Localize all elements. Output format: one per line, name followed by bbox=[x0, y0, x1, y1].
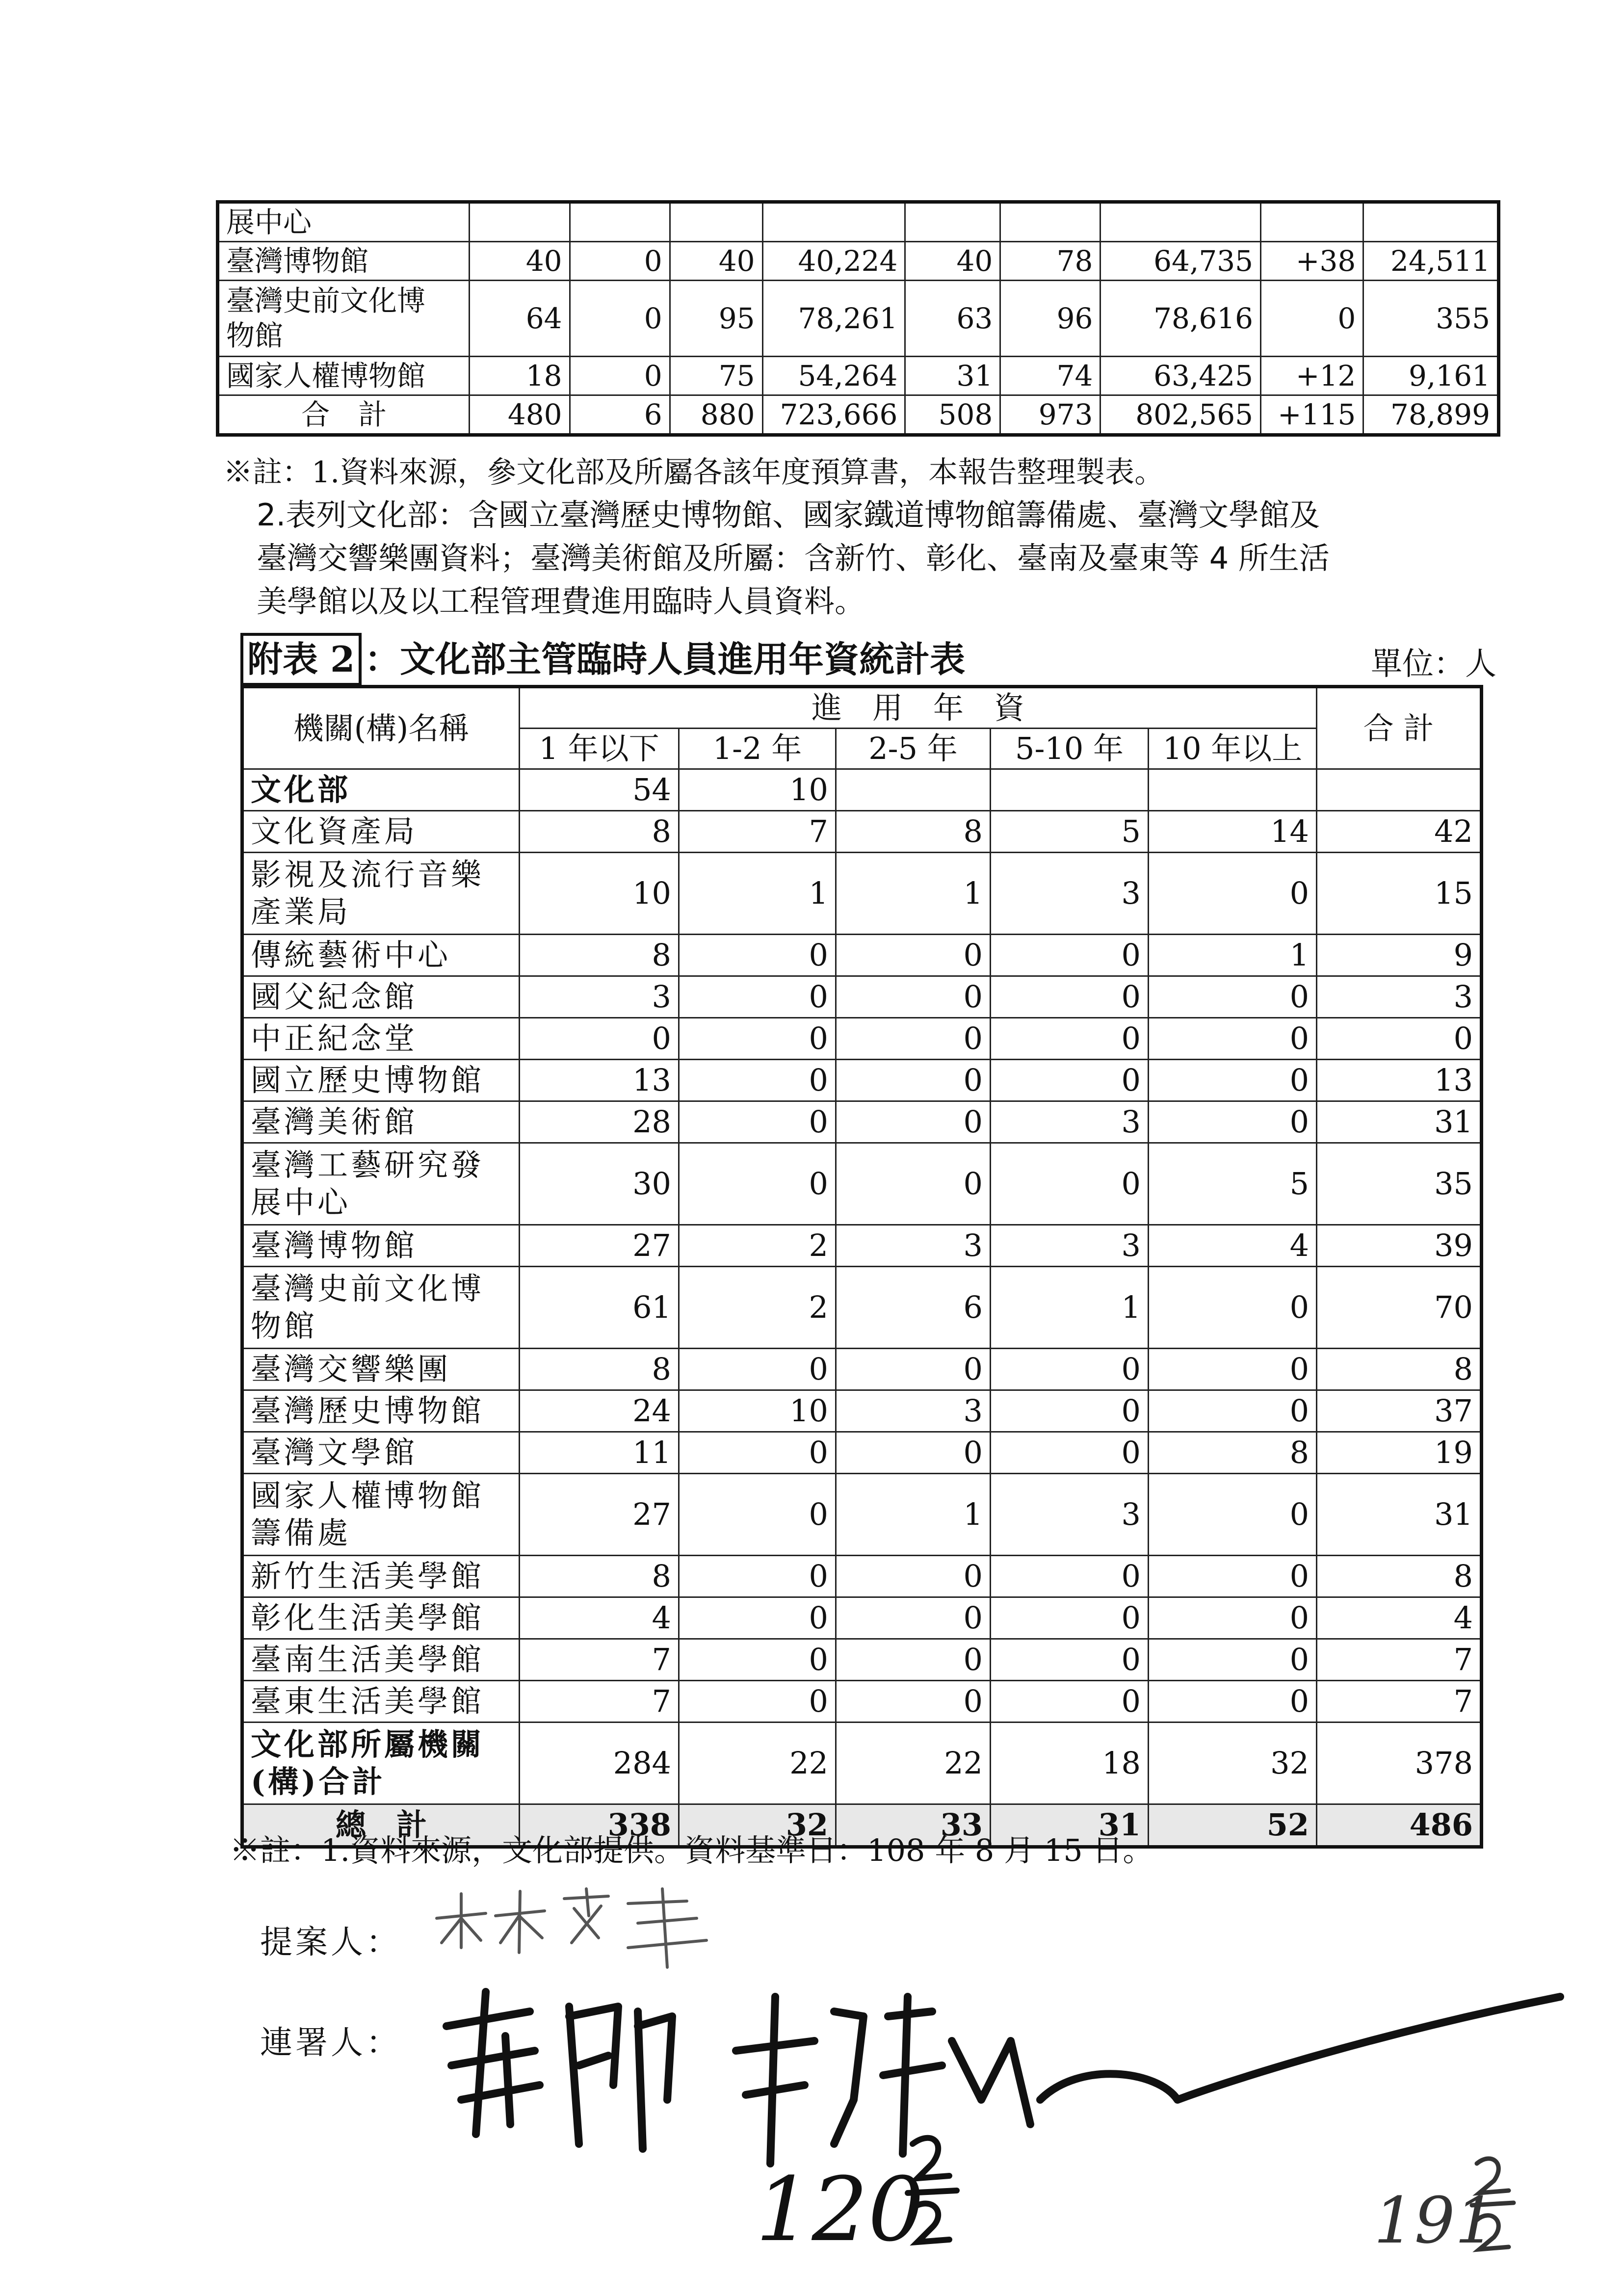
cell-value: 0 bbox=[679, 1060, 836, 1101]
cell-value: 0 bbox=[836, 1597, 991, 1639]
header-col: 10 年以上 bbox=[1149, 729, 1317, 769]
cell-value: +12 bbox=[1261, 357, 1363, 395]
row-name: 臺東生活美學館 bbox=[242, 1681, 520, 1722]
row-name: 臺灣歷史博物館 bbox=[242, 1390, 520, 1432]
row-name: 臺灣美術館 bbox=[242, 1101, 520, 1143]
grand-total-value: 33 bbox=[836, 1804, 991, 1847]
row-name: 臺南生活美學館 bbox=[242, 1639, 520, 1681]
cell-value: 7 bbox=[679, 811, 836, 853]
cell-value: 40,224 bbox=[762, 242, 905, 281]
cell-value: 0 bbox=[1149, 1018, 1317, 1060]
cell-value: 4 bbox=[1317, 1597, 1482, 1639]
cell-value: 64,735 bbox=[1100, 242, 1261, 281]
row-name: 臺灣博物館 bbox=[242, 1225, 520, 1267]
cell-value: 0 bbox=[1261, 281, 1363, 357]
cell-value: 0 bbox=[570, 357, 670, 395]
cell-value: 0 bbox=[1149, 1267, 1317, 1349]
cell-value: 0 bbox=[1149, 1639, 1317, 1681]
row-name: 文化部所屬機關 (構)合計 bbox=[242, 1722, 520, 1804]
cell-value: 0 bbox=[679, 1556, 836, 1597]
row-name: 國立歷史博物館 bbox=[242, 1060, 520, 1101]
table-row bbox=[242, 811, 1482, 853]
cell-value: 0 bbox=[1149, 1349, 1317, 1390]
row-name: 國家人權博物館 籌備處 bbox=[242, 1474, 520, 1556]
cell-value: 22 bbox=[679, 1722, 836, 1804]
table-row bbox=[242, 1597, 1482, 1639]
cell-value bbox=[570, 202, 670, 242]
table-row bbox=[242, 976, 1482, 1018]
grand-total-value: 486 bbox=[1317, 1804, 1482, 1847]
cell-value: 37 bbox=[1317, 1390, 1482, 1432]
table-row bbox=[242, 1722, 1482, 1804]
row-name: 國父紀念館 bbox=[242, 976, 520, 1018]
cell-value: 40 bbox=[905, 242, 1000, 281]
table-row bbox=[242, 769, 1482, 811]
cell-value: 2 bbox=[679, 1267, 836, 1349]
cell-value: 70 bbox=[1317, 1267, 1482, 1349]
cell-value: 95 bbox=[670, 281, 762, 357]
cell-value: 3 bbox=[1317, 976, 1482, 1018]
cell-value: 0 bbox=[1149, 1597, 1317, 1639]
cell-value: 10 bbox=[679, 1390, 836, 1432]
cell-value: 3 bbox=[991, 1474, 1149, 1556]
cell-value: 0 bbox=[679, 935, 836, 976]
note-source: ※註：1.資料來源，參文化部及所屬各該年度預算書，本報告整理製表。 bbox=[223, 455, 1164, 490]
header-col: 1 年以下 bbox=[520, 729, 679, 769]
cell-value: 8 bbox=[1317, 1349, 1482, 1390]
cell-value: 13 bbox=[1317, 1060, 1482, 1101]
row-name: 文化部 bbox=[242, 769, 520, 811]
cell-value: 24 bbox=[520, 1390, 679, 1432]
cell-value: 5 bbox=[991, 811, 1149, 853]
cell-value: 4 bbox=[1149, 1225, 1317, 1267]
cell-value: 96 bbox=[1000, 281, 1100, 357]
table-row bbox=[242, 853, 1482, 935]
cell-value bbox=[905, 202, 1000, 242]
header-col: 1-2 年 bbox=[679, 729, 836, 769]
cell-value: 0 bbox=[570, 242, 670, 281]
cell-value: 40 bbox=[470, 242, 570, 281]
cell-value: 355 bbox=[1363, 281, 1499, 357]
cell-value bbox=[762, 202, 905, 242]
cell-value: 0 bbox=[679, 1432, 836, 1474]
total-row bbox=[218, 395, 1499, 435]
cell-value: 0 bbox=[570, 281, 670, 357]
row-name: 臺灣史前文化博 物館 bbox=[218, 281, 470, 357]
grand-total-value: 31 bbox=[991, 1804, 1149, 1847]
cell-value bbox=[1149, 769, 1317, 811]
cell-value: 5 bbox=[1149, 1143, 1317, 1225]
cell-value: 64 bbox=[470, 281, 570, 357]
cell-value: 1 bbox=[836, 1474, 991, 1556]
cell-value bbox=[991, 769, 1149, 811]
table-row bbox=[242, 1349, 1482, 1390]
cell-value: 3 bbox=[991, 1101, 1149, 1143]
table-row bbox=[218, 202, 1499, 242]
cell-value: 8 bbox=[520, 1349, 679, 1390]
table2-note: ※註：1.資料來源，文化部提供。資料基準日：108 年 8 月 15 日。 bbox=[230, 1832, 1153, 1868]
row-name: 新竹生活美學館 bbox=[242, 1556, 520, 1597]
row-name: 展中心 bbox=[218, 202, 470, 242]
row-name: 文化資產局 bbox=[242, 811, 520, 853]
note-scope: 2.表列文化部：含國立臺灣歷史博物館、國家鐵道博物館籌備處、臺灣文學館及 臺灣交響樂團資料；臺灣美術館及所屬：含新竹、彰化、臺南及臺東等 4 所生活 美學館以及以工程管理費進用臨時人員資料。 bbox=[257, 497, 1330, 619]
cell-value: 28 bbox=[520, 1101, 679, 1143]
table-row bbox=[242, 1474, 1482, 1556]
cell-value: 30 bbox=[520, 1143, 679, 1225]
header-col: 5-10 年 bbox=[991, 729, 1149, 769]
table-row bbox=[218, 242, 1499, 281]
cell-value: 0 bbox=[1149, 976, 1317, 1018]
cell-value: 0 bbox=[836, 1018, 991, 1060]
cell-value: 18 bbox=[470, 357, 570, 395]
grand-total-value: 52 bbox=[1149, 1804, 1317, 1847]
page-fraction bbox=[1467, 2149, 1516, 2257]
cell-value: 63,425 bbox=[1100, 357, 1261, 395]
cell-value: 0 bbox=[991, 1681, 1149, 1722]
cell-value: 54 bbox=[520, 769, 679, 811]
cell-value: 378 bbox=[1317, 1722, 1482, 1804]
cell-value: 0 bbox=[679, 1143, 836, 1225]
cell-value bbox=[670, 202, 762, 242]
row-name: 臺灣史前文化博 物館 bbox=[242, 1267, 520, 1349]
cell-value: 8 bbox=[1317, 1556, 1482, 1597]
cosigner-label: 連署人： bbox=[260, 2024, 401, 2061]
cell-value: 31 bbox=[1317, 1101, 1482, 1143]
cell-value: 6 bbox=[836, 1267, 991, 1349]
cell-value: 18 bbox=[991, 1722, 1149, 1804]
appendix-ref: 附表 2 bbox=[240, 633, 362, 686]
table-row bbox=[242, 1390, 1482, 1432]
cell-value: 8 bbox=[520, 1556, 679, 1597]
cell-value: 1 bbox=[679, 853, 836, 935]
cell-value: 3 bbox=[520, 976, 679, 1018]
cell-value: 0 bbox=[991, 1597, 1149, 1639]
row-name: 國家人權博物館 bbox=[218, 357, 470, 395]
cell-value: 0 bbox=[679, 976, 836, 1018]
cell-value: 3 bbox=[836, 1390, 991, 1432]
cell-value bbox=[1261, 202, 1363, 242]
cell-value: 9,161 bbox=[1363, 357, 1499, 395]
cell-value: 0 bbox=[1317, 1018, 1482, 1060]
cell-value: 0 bbox=[836, 1556, 991, 1597]
cell-value: 9 bbox=[1317, 935, 1482, 976]
table-row bbox=[242, 1556, 1482, 1597]
cell-value bbox=[1317, 769, 1482, 811]
cell-value: 54,264 bbox=[762, 357, 905, 395]
cell-value: 0 bbox=[836, 1060, 991, 1101]
cell-value: 0 bbox=[836, 976, 991, 1018]
total-value: 508 bbox=[905, 395, 1000, 435]
cell-value: 1 bbox=[836, 853, 991, 935]
row-name: 臺灣文學館 bbox=[242, 1432, 520, 1474]
cell-value: 7 bbox=[520, 1681, 679, 1722]
cell-value: 78 bbox=[1000, 242, 1100, 281]
cell-value: 0 bbox=[991, 976, 1149, 1018]
row-name: 臺灣工藝研究發 展中心 bbox=[242, 1143, 520, 1225]
total-value: 6 bbox=[570, 395, 670, 435]
cell-value: 1 bbox=[1149, 935, 1317, 976]
cell-value: 78,261 bbox=[762, 281, 905, 357]
grand-total-value: 338 bbox=[520, 1804, 679, 1847]
cell-value: 0 bbox=[836, 1681, 991, 1722]
cell-value: 0 bbox=[1149, 1390, 1317, 1432]
cell-value: 0 bbox=[679, 1597, 836, 1639]
cell-value: 0 bbox=[520, 1018, 679, 1060]
table-row bbox=[242, 935, 1482, 976]
cell-value bbox=[1363, 202, 1499, 242]
table-row bbox=[242, 1225, 1482, 1267]
cell-value: 40 bbox=[670, 242, 762, 281]
cell-value: 0 bbox=[991, 1018, 1149, 1060]
table-row bbox=[242, 1060, 1482, 1101]
total-value: 480 bbox=[470, 395, 570, 435]
table-row bbox=[242, 1681, 1482, 1722]
cell-value: 0 bbox=[836, 1143, 991, 1225]
table1-notes bbox=[223, 451, 1548, 623]
cell-value: 63 bbox=[905, 281, 1000, 357]
cell-value: 0 bbox=[1149, 853, 1317, 935]
cell-value: 8 bbox=[520, 811, 679, 853]
cell-value: 0 bbox=[679, 1474, 836, 1556]
cell-value: 14 bbox=[1149, 811, 1317, 853]
cell-value: 0 bbox=[1149, 1681, 1317, 1722]
cell-value: 8 bbox=[1149, 1432, 1317, 1474]
row-name: 中正紀念堂 bbox=[242, 1018, 520, 1060]
cell-value: 0 bbox=[1149, 1556, 1317, 1597]
table-row bbox=[242, 1143, 1482, 1225]
cell-value: 0 bbox=[991, 1390, 1149, 1432]
total-label: 合 計 bbox=[218, 395, 470, 435]
cell-value: 4 bbox=[520, 1597, 679, 1639]
total-value: 802,565 bbox=[1100, 395, 1261, 435]
cell-value: 0 bbox=[991, 1143, 1149, 1225]
cell-value bbox=[470, 202, 570, 242]
cell-value: 0 bbox=[836, 1101, 991, 1143]
row-name: 臺灣交響樂團 bbox=[242, 1349, 520, 1390]
table2-heading bbox=[240, 633, 1496, 687]
cell-value: 2 bbox=[679, 1225, 836, 1267]
cell-value: 35 bbox=[1317, 1143, 1482, 1225]
total-value: 880 bbox=[670, 395, 762, 435]
seniority-table bbox=[240, 685, 1483, 1849]
handwritten-fraction bbox=[903, 2124, 962, 2252]
cell-value: 74 bbox=[1000, 357, 1100, 395]
cell-value: 7 bbox=[1317, 1639, 1482, 1681]
unit-label: 單位：人 bbox=[1371, 646, 1496, 682]
row-name: 影視及流行音樂 產業局 bbox=[242, 853, 520, 935]
grand-total-value: 32 bbox=[679, 1804, 836, 1847]
cell-value: 0 bbox=[836, 1349, 991, 1390]
total-value: 973 bbox=[1000, 395, 1100, 435]
cell-value: 0 bbox=[991, 1349, 1149, 1390]
cell-value: 7 bbox=[1317, 1681, 1482, 1722]
cell-value: 3 bbox=[991, 853, 1149, 935]
cell-value: 0 bbox=[679, 1349, 836, 1390]
table-row bbox=[218, 281, 1499, 357]
cell-value: 0 bbox=[836, 1639, 991, 1681]
cell-value: 0 bbox=[991, 1060, 1149, 1101]
cell-value: 24,511 bbox=[1363, 242, 1499, 281]
cell-value: 61 bbox=[520, 1267, 679, 1349]
total-value: +115 bbox=[1261, 395, 1363, 435]
page-mark: 191 bbox=[1374, 2183, 1496, 2258]
handwritten-number: 120 bbox=[756, 2159, 924, 2261]
cell-value: 10 bbox=[679, 769, 836, 811]
total-value: 78,899 bbox=[1363, 395, 1499, 435]
cell-value: 0 bbox=[679, 1681, 836, 1722]
cell-value: 42 bbox=[1317, 811, 1482, 853]
cell-value: 0 bbox=[679, 1018, 836, 1060]
cell-value: 0 bbox=[991, 1556, 1149, 1597]
cell-value: 8 bbox=[520, 935, 679, 976]
table2-title: ：文化部主管臨時人員進用年資統計表 bbox=[365, 638, 966, 680]
header-total: 合 計 bbox=[1317, 687, 1482, 769]
table-row bbox=[242, 1018, 1482, 1060]
row-name: 傳統藝術中心 bbox=[242, 935, 520, 976]
cell-value: 22 bbox=[836, 1722, 991, 1804]
cell-value: 13 bbox=[520, 1060, 679, 1101]
cell-value: 39 bbox=[1317, 1225, 1482, 1267]
cell-value: 0 bbox=[1149, 1101, 1317, 1143]
cell-value: 0 bbox=[836, 1432, 991, 1474]
cell-value: 0 bbox=[1149, 1060, 1317, 1101]
cell-value bbox=[836, 769, 991, 811]
cell-value: 11 bbox=[520, 1432, 679, 1474]
table-row bbox=[242, 1432, 1482, 1474]
cell-value bbox=[1000, 202, 1100, 242]
cell-value: 1 bbox=[991, 1267, 1149, 1349]
cell-value: 10 bbox=[520, 853, 679, 935]
cell-value: 284 bbox=[520, 1722, 679, 1804]
row-name: 臺灣博物館 bbox=[218, 242, 470, 281]
proposer-label: 提案人： bbox=[260, 1923, 401, 1961]
cell-value: 19 bbox=[1317, 1432, 1482, 1474]
header-name: 機關(構)名稱 bbox=[242, 687, 520, 769]
cell-value: 32 bbox=[1149, 1722, 1317, 1804]
cell-value: 0 bbox=[991, 1639, 1149, 1681]
cell-value: 27 bbox=[520, 1225, 679, 1267]
cell-value: 0 bbox=[679, 1639, 836, 1681]
cell-value: +38 bbox=[1261, 242, 1363, 281]
cell-value: 3 bbox=[836, 1225, 991, 1267]
cell-value: 78,616 bbox=[1100, 281, 1261, 357]
cell-value: 15 bbox=[1317, 853, 1482, 935]
cell-value: 27 bbox=[520, 1474, 679, 1556]
cell-value: 0 bbox=[836, 935, 991, 976]
header-seniority: 進 用 年 資 bbox=[520, 687, 1317, 729]
cell-value: 0 bbox=[1149, 1474, 1317, 1556]
header-col: 2-5 年 bbox=[836, 729, 991, 769]
cell-value: 31 bbox=[1317, 1474, 1482, 1556]
cell-value: 0 bbox=[991, 935, 1149, 976]
table-row bbox=[242, 1101, 1482, 1143]
table-row bbox=[242, 1639, 1482, 1681]
cell-value: 3 bbox=[991, 1225, 1149, 1267]
cell-value: 0 bbox=[679, 1101, 836, 1143]
table-row bbox=[242, 1267, 1482, 1349]
table-row bbox=[218, 357, 1499, 395]
total-value: 723,666 bbox=[762, 395, 905, 435]
cell-value: 0 bbox=[991, 1432, 1149, 1474]
grand-total-label: 總 計 bbox=[242, 1804, 520, 1847]
cell-value: 8 bbox=[836, 811, 991, 853]
cell-value: 31 bbox=[905, 357, 1000, 395]
cell-value: 75 bbox=[670, 357, 762, 395]
budget-table-continued bbox=[216, 200, 1500, 437]
row-name: 彰化生活美學館 bbox=[242, 1597, 520, 1639]
cell-value bbox=[1100, 202, 1261, 242]
cell-value: 7 bbox=[520, 1639, 679, 1681]
